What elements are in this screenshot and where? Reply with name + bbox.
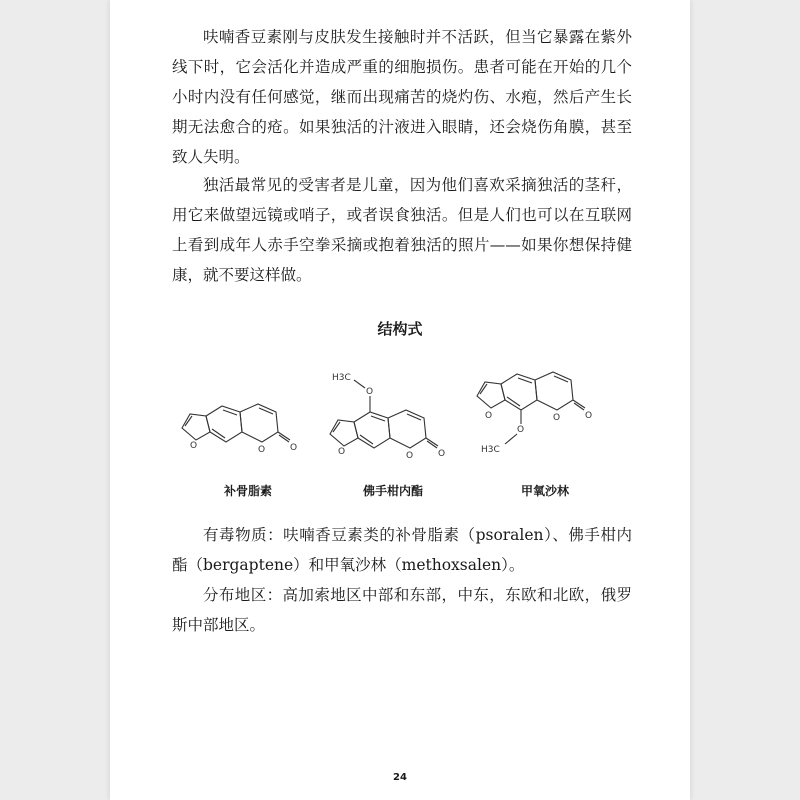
page-number: 24 [393, 772, 407, 783]
structure-methoxsalen [465, 366, 625, 511]
oxygen-atom-label: O [338, 447, 346, 457]
bergaptene-structure-diagram [318, 366, 468, 476]
oxygen-atom-label: O [585, 411, 593, 421]
figure-heading: 结构式 [377, 320, 423, 338]
oxygen-atom-label: O [258, 445, 266, 455]
structure-bergaptene [318, 366, 468, 511]
oxygen-atom-label: O [517, 425, 525, 435]
structure-psoralen [168, 366, 328, 511]
oxygen-atom-label: O [438, 449, 446, 459]
oxygen-atom-label: O [485, 411, 493, 421]
oxygen-atom-label: O [553, 413, 561, 423]
oxygen-atom-label: O [366, 387, 374, 397]
structure-caption: 佛手柑内酯 [362, 484, 423, 498]
body-paragraph: 分布地区：高加索地区中部和东部，中东，东欧和北欧，俄罗斯中部地区。 [172, 586, 632, 634]
body-paragraph: 独活最常见的受害者是儿童，因为他们喜欢采摘独活的茎秆，用它来做望远镜或哨子，或者误食独活。但是人们也可以在互联网上看到成年人赤手空拳采摘或抱着独活的照片——如果你想保持健康，就不要这样做。 [172, 176, 632, 284]
methyl-group-label: H3C [332, 373, 351, 383]
body-paragraph: 呋喃香豆素刚与皮肤发生接触时并不活跃，但当它暴露在紫外线下时，它会活化并造成严重的细胞损伤。患者可能在开始的几个小时内没有任何感觉，继而出现痛苦的烧灼伤、水疱，然后产生长期无法愈合的疮。如果独活的汁液进入眼睛，还会烧伤角膜，甚至致人失明。 [172, 28, 632, 166]
methoxsalen-structure-diagram [465, 366, 625, 476]
book-page [110, 0, 690, 800]
structure-caption: 补骨脂素 [223, 484, 272, 498]
methyl-group-label: H3C [481, 445, 500, 455]
structure-caption: 甲氧沙林 [520, 484, 569, 498]
oxygen-atom-label: O [406, 451, 414, 461]
psoralen-structure-diagram [168, 366, 328, 476]
body-paragraph: 有毒物质：呋喃香豆素类的补骨脂素（psoralen）、佛手柑内酯（bergaptene）和甲氧沙林（methoxsalen）。 [172, 526, 632, 574]
oxygen-atom-label: O [190, 441, 198, 451]
oxygen-atom-label: O [290, 443, 298, 453]
